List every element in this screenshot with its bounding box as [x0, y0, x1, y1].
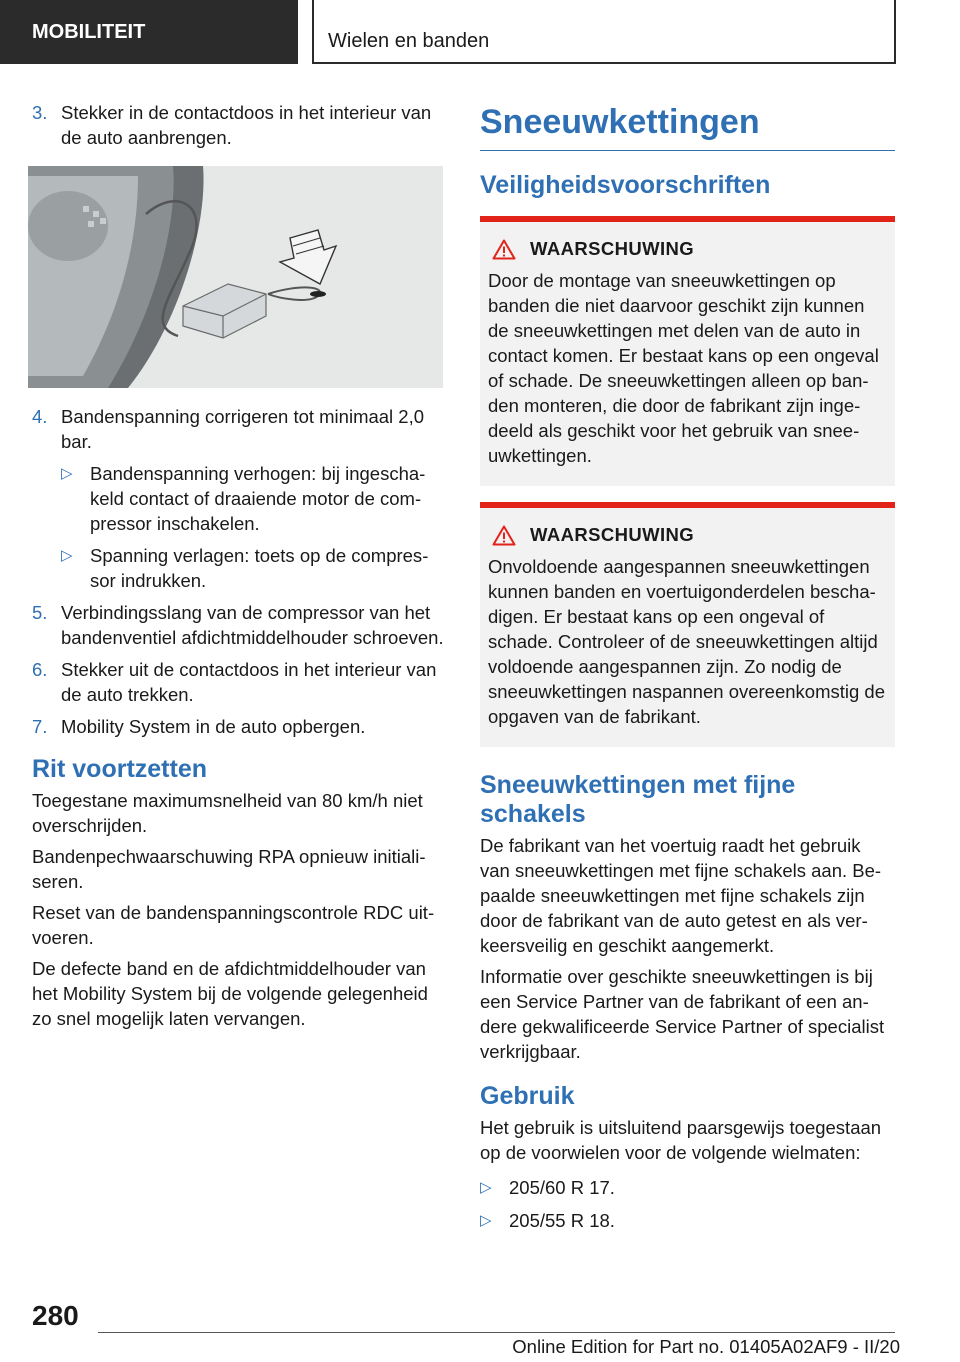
left-column — [32, 100, 444, 1037]
continue-heading: Rit voortzetten — [32, 755, 207, 783]
fine-chains-heading: Sneeuwkettingen met fijne schakels — [480, 771, 796, 828]
paragraph: Reset van de bandenspanningscontrole RDC uitvoeren. — [32, 902, 435, 948]
wheel-size-item — [480, 1175, 895, 1200]
tyre-compressor-image — [28, 166, 443, 388]
warning-text: Door de montage van sneeuwkettingen op banden die niet daarvoor geschikt zijn kunnen de sneeuwkettingen met delen van de auto in contact komen. Er bestaat kans op een ongeval of schade. De sneeuwkettingen alleen op banden monteren, die door de fabrikant zijn ingedeeld als geschikt voor het gebruik van sneeuwkettingen. — [488, 270, 879, 466]
step-text: Bandenspanning corrigeren tot minimaal 2,0 bar. — [61, 406, 425, 452]
step-number: 7. — [32, 716, 48, 737]
page-title: Sneeuwkettingen — [480, 100, 895, 151]
step-text: Verbindingsslang van de compressor van het bandenventiel afdichtmiddelhouder schroeven. — [61, 602, 444, 648]
step-number: 3. — [32, 102, 48, 123]
paragraph: De defecte band en de afdichtmiddelhouder van het Mobility System bij de volgende gelegenheid zo snel mogelijk laten vervangen. — [32, 958, 428, 1029]
wheel-size-text: 205/55 R 18. — [509, 1210, 615, 1231]
warning-triangle-icon — [492, 525, 516, 546]
usage-heading: Gebruik — [480, 1082, 575, 1110]
triangle-bullet-icon: ▷ — [61, 547, 73, 564]
edition-text: Online Edition for Part no. 01405A02AF9 - II/20 — [512, 1336, 900, 1357]
triangle-bullet-icon: ▷ — [480, 1212, 492, 1229]
wheel-size-item — [480, 1208, 895, 1233]
bullet-text: Spanning verlagen: toets op de compressor indrukken. — [90, 545, 429, 591]
compressor-illustration — [28, 166, 443, 388]
paragraph: Bandenpechwaarschuwing RPA opnieuw initialiseren. — [32, 846, 426, 892]
step-3 — [32, 100, 444, 150]
step-number: 5. — [32, 602, 48, 623]
warning-box — [480, 216, 895, 486]
warning-label: WAARSCHUWING — [530, 238, 695, 259]
step-text: Stekker uit de contactdoos in het interieur van de auto trekken. — [61, 659, 437, 705]
triangle-bullet-icon: ▷ — [480, 1179, 492, 1196]
right-column — [480, 100, 895, 1241]
step-text: Stekker in de contactdoos in het interieur van de auto aanbrengen. — [61, 102, 432, 148]
warning-label: WAARSCHUWING — [530, 524, 695, 545]
paragraph: Toegestane maximumsnelheid van 80 km/h niet overschrijden. — [32, 790, 423, 836]
step-4-bullet — [32, 543, 444, 593]
step-4-bullet — [32, 461, 444, 536]
step-number: 6. — [32, 659, 48, 680]
safety-heading: Veiligheidsvoorschriften — [480, 171, 771, 199]
warning-text: Onvoldoende aangespannen sneeuwkettingen kunnen banden en voertuigonderdelen beschadigen. Er bestaat kans op een ongeval of schade. Controleer of de sneeuwkettingen altijd voldoende aangespannen zijn. Zo nodig de sneeuwkettingen naspannen overeenkomstig de opgaven van de fabrikant. — [488, 556, 886, 727]
step-7 — [32, 714, 444, 739]
bullet-text: Bandenspanning verhogen: bij ingeschakeld contact of draaiende motor de compressor inschakelen. — [90, 463, 426, 534]
footer-divider — [98, 1332, 895, 1333]
triangle-bullet-icon: ▷ — [61, 465, 73, 482]
paragraph: De fabrikant van het voertuig raadt het gebruik van sneeuwkettingen met fijne schakels aan. Bepaalde sneeuwkettingen met fijne schakels zijn door de fabrikant van de auto getest en als verkeersveilig en geschikt aangemerkt. — [480, 835, 882, 956]
paragraph: Het gebruik is uitsluitend paarsgewijs toegestaan op de voorwielen voor de volgende wielmaten: — [480, 1117, 882, 1163]
warning-title — [488, 238, 887, 260]
page-header — [0, 0, 960, 66]
wheel-size-text: 205/60 R 17. — [509, 1177, 615, 1198]
step-6 — [32, 657, 444, 707]
warning-title — [488, 524, 887, 546]
warning-box — [480, 502, 895, 747]
section-title: MOBILITEIT — [0, 0, 298, 64]
page-number: 280 — [32, 1300, 79, 1331]
step-5 — [32, 600, 444, 650]
step-text: Mobility System in de auto opbergen. — [61, 716, 366, 737]
chapter-title: Wielen en banden — [312, 0, 896, 64]
step-4 — [32, 404, 444, 454]
step-number: 4. — [32, 406, 48, 427]
warning-triangle-icon — [492, 239, 516, 260]
paragraph: Informatie over geschikte sneeuwkettingen is bij een Service Partner van de fabrikant of een andere gekwalificeerde Service Partner of specialist verkrijgbaar. — [480, 966, 885, 1062]
